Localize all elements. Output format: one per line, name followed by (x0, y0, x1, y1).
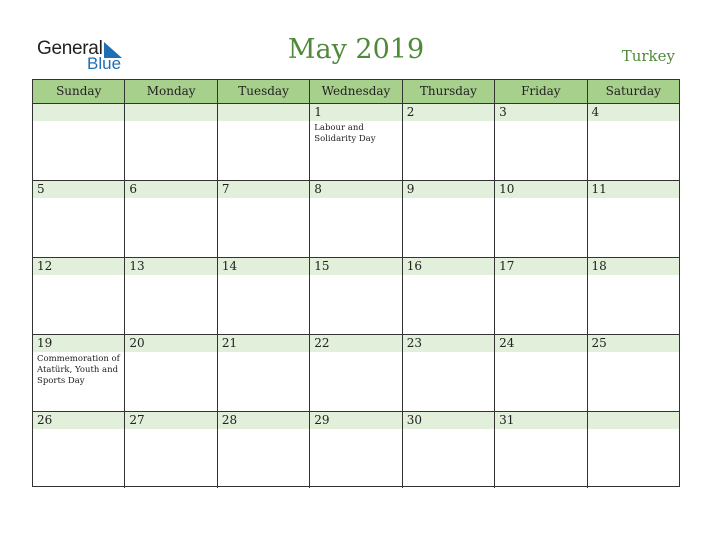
day-cell (33, 181, 125, 257)
week-row (33, 104, 679, 181)
day-cell (403, 181, 495, 257)
day-cell (125, 335, 217, 411)
weekday-header-friday: Friday (495, 80, 587, 103)
day-number: 29 (310, 412, 401, 429)
day-cell (218, 104, 310, 180)
day-cell (310, 104, 402, 180)
day-cell (218, 335, 310, 411)
day-cell (495, 412, 587, 488)
day-number: 6 (125, 181, 216, 198)
day-number: 11 (588, 181, 679, 198)
day-cell (588, 258, 679, 334)
weekday-header-tuesday: Tuesday (218, 80, 310, 103)
day-number: 12 (33, 258, 124, 275)
weeks-container (33, 104, 679, 488)
weekday-header-wednesday: Wednesday (310, 80, 402, 103)
day-cell (310, 335, 402, 411)
day-cell (403, 412, 495, 488)
day-cell (125, 181, 217, 257)
day-cell (33, 104, 125, 180)
day-cell (218, 412, 310, 488)
weekday-header-monday: Monday (125, 80, 217, 103)
day-number: 27 (125, 412, 216, 429)
day-number: 9 (403, 181, 494, 198)
day-cell (495, 181, 587, 257)
day-cell (495, 258, 587, 334)
week-row (33, 258, 679, 335)
day-cell (125, 104, 217, 180)
day-cell (588, 104, 679, 180)
day-number: 1 (310, 104, 401, 121)
day-cell (310, 258, 402, 334)
weekday-header-sunday: Sunday (33, 80, 125, 103)
day-number: 15 (310, 258, 401, 275)
day-number: 14 (218, 258, 309, 275)
calendar-grid (32, 79, 680, 487)
day-number: 26 (33, 412, 124, 429)
day-number: 30 (403, 412, 494, 429)
day-number: 21 (218, 335, 309, 352)
day-number: 13 (125, 258, 216, 275)
day-number: 7 (218, 181, 309, 198)
day-number: 17 (495, 258, 586, 275)
country-label: Turkey (621, 47, 675, 65)
day-number (588, 412, 679, 429)
day-cell (218, 181, 310, 257)
day-number: 25 (588, 335, 679, 352)
day-cell (495, 104, 587, 180)
day-number: 23 (403, 335, 494, 352)
day-cell (33, 258, 125, 334)
logo-word-general: General (37, 38, 103, 59)
weekday-header-row (33, 80, 679, 104)
day-cell (218, 258, 310, 334)
day-cell (33, 335, 125, 411)
day-number: 28 (218, 412, 309, 429)
day-number (218, 104, 309, 121)
day-number: 31 (495, 412, 586, 429)
day-cell (403, 104, 495, 180)
day-cell (588, 412, 679, 488)
day-number: 5 (33, 181, 124, 198)
day-cell (125, 258, 217, 334)
holiday-label: Labour and Solidarity Day (314, 123, 376, 144)
day-number: 8 (310, 181, 401, 198)
week-row (33, 181, 679, 258)
day-number: 22 (310, 335, 401, 352)
day-number: 10 (495, 181, 586, 198)
day-number: 4 (588, 104, 679, 121)
day-number: 20 (125, 335, 216, 352)
day-number: 3 (495, 104, 586, 121)
day-cell (588, 181, 679, 257)
logo-word-blue: Blue (87, 54, 122, 73)
day-cell (33, 412, 125, 488)
day-number (125, 104, 216, 121)
day-cell (310, 181, 402, 257)
day-cell (403, 335, 495, 411)
day-cell (588, 335, 679, 411)
day-cell (495, 335, 587, 411)
day-number: 2 (403, 104, 494, 121)
day-number: 18 (588, 258, 679, 275)
day-cell (403, 258, 495, 334)
weekday-header-thursday: Thursday (403, 80, 495, 103)
page-title: May 2019 (287, 34, 425, 65)
day-cell (310, 412, 402, 488)
holiday-label: Commemoration of Atatürk, Youth and Sports Day (37, 354, 120, 386)
week-row (33, 335, 679, 412)
day-cell (125, 412, 217, 488)
day-number: 19 (33, 335, 124, 352)
week-row (33, 412, 679, 488)
weekday-header-saturday: Saturday (605, 84, 661, 98)
day-number (33, 104, 124, 121)
day-number: 16 (403, 258, 494, 275)
day-number: 24 (495, 335, 586, 352)
